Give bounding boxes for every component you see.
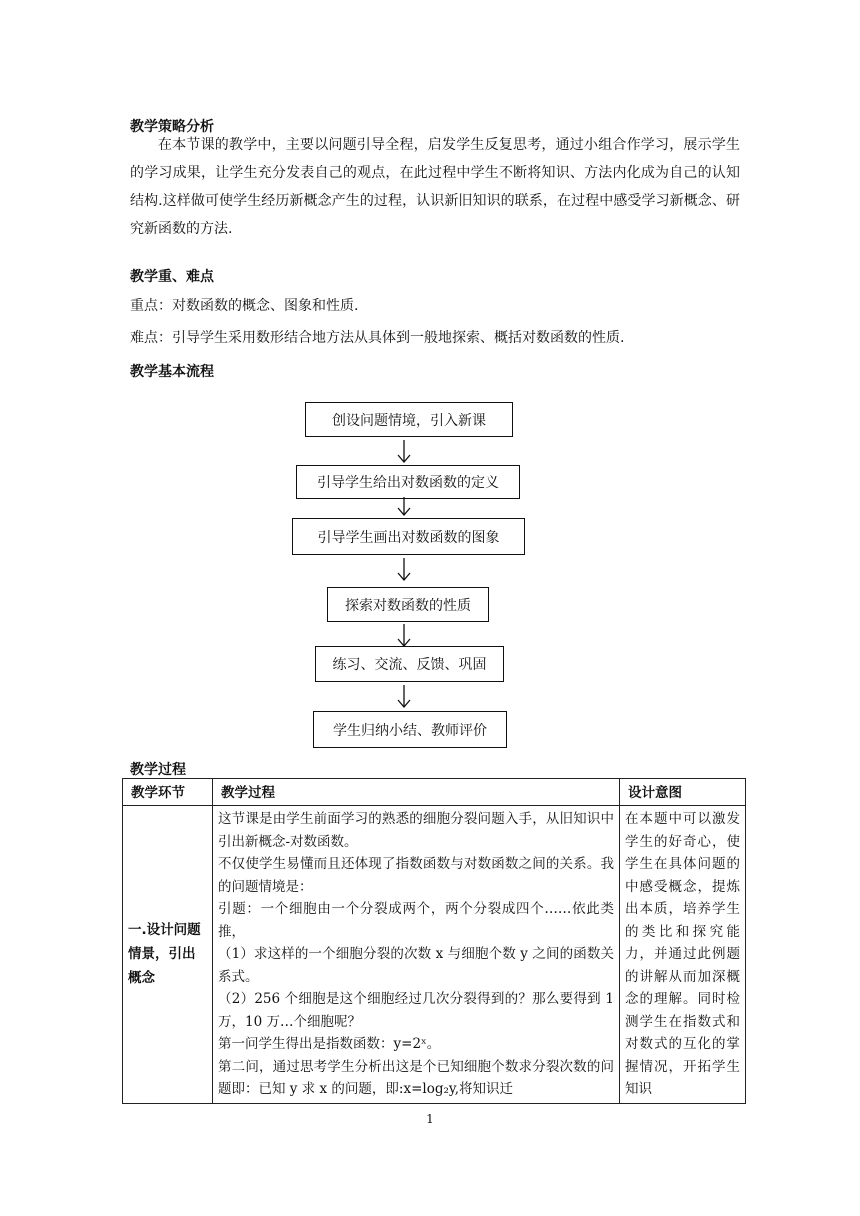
strategy-heading: 教学策略分析 — [130, 119, 214, 135]
process-line: 第二问，通过思考学生分析出这是个已知细胞个数求分裂次数的问题即：已知 y 求 x 的问题，即:x=log₂y,将知识迁 — [218, 1058, 614, 1097]
key-point: 重点：对数函数的概念、图象和性质. — [130, 298, 359, 314]
flow-step-6: 学生归纳小结、教师评价 — [313, 711, 507, 748]
strategy-paragraph: 在本节课的教学中，主要以问题引导全程，启发学生反复思考，通过小组合作学习，展示学生的学习成果，让学生充分发表自己的观点，在此过程中学生不断将知识、方法内化成为自己的认知结构.这样做可使学生经历新概念产生的过程，认识新旧知识的联系，在过程中感受学习新概念、研究新函数的方法. — [130, 137, 740, 237]
process-line: （1）求这样的一个细胞分裂的次数 x 与细胞个数 y 之间的函数关系式。 — [218, 946, 614, 985]
focus-heading: 教学重、难点 — [130, 269, 214, 285]
arrow-down-icon — [397, 624, 411, 648]
intent-cell: 在本题中可以激发学生的好奇心，使学生在具体问题的中感受概念，提炼出本质，培养学生的类比和探究能力，并通过此例题的讲解从而加深概念的理解。同时检测学生在指数式和对数式的互化的掌握情况，开拓学生知识 — [620, 806, 746, 1104]
process-line: 这节课是由学生前面学习的熟悉的细胞分裂问题入手，从旧知识中引出新概念-对数函数。 — [218, 811, 614, 850]
page-number: 1 — [426, 1112, 434, 1126]
table-row — [123, 806, 746, 1104]
stage-cell: 一.设计问题情景，引出概念 — [123, 806, 213, 1104]
column-header: 教学环节 — [123, 779, 213, 806]
flow-step-4: 探索对数函数的性质 — [327, 587, 489, 622]
arrow-down-icon — [397, 497, 411, 517]
arrow-down-icon — [397, 440, 411, 464]
column-header: 设计意图 — [620, 779, 746, 806]
process-table — [122, 778, 746, 1104]
flow-step-1: 创设问题情境，引入新课 — [305, 402, 513, 437]
process-cell — [213, 806, 620, 1104]
arrow-down-icon — [397, 558, 411, 582]
flow-step-3: 引导学生画出对数函数的图象 — [292, 518, 525, 555]
flow-heading: 教学基本流程 — [130, 364, 214, 380]
process-line: 引题：一个细胞由一个分裂成两个，两个分裂成四个……依此类推， — [218, 901, 614, 940]
process-line: （2）256 个细胞是这个细胞经过几次分裂得到的？那么要得到 1 万，10 万…个细胞呢？ — [218, 991, 614, 1030]
process-line: 第一问学生得出是指数函数：y=2ˣ。 — [218, 1036, 441, 1052]
column-header: 教学过程 — [213, 779, 620, 806]
arrow-down-icon — [397, 685, 411, 709]
table-header-row — [123, 779, 746, 806]
difficult-point: 难点：引导学生采用数形结合地方法从具体到一般地探索、概括对数函数的性质. — [130, 330, 625, 346]
process-heading: 教学过程 — [130, 762, 186, 778]
flow-step-5: 练习、交流、反馈、巩固 — [315, 646, 504, 682]
flow-step-2: 引导学生给出对数函数的定义 — [296, 465, 520, 499]
process-line: 不仅使学生易懂而且还体现了指数函数与对数函数之间的关系。我的问题情境是： — [218, 856, 614, 895]
